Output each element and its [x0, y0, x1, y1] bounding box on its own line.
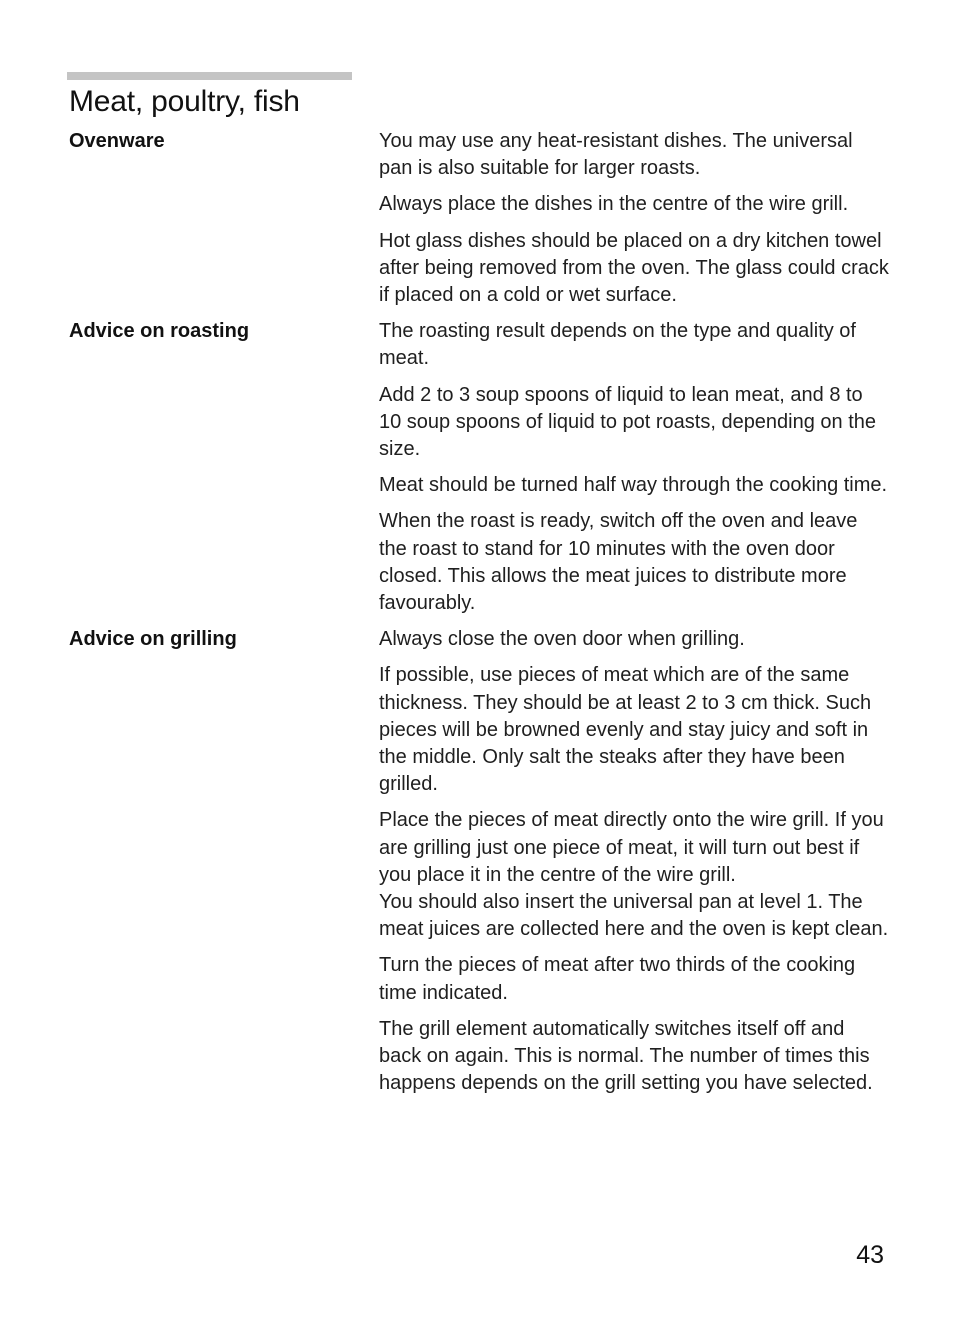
paragraph: The roasting result depends on the type and quality of meat.: [379, 320, 856, 370]
paragraph: Add 2 to 3 soup spoons of liquid to lean meat, and 8 to 10 soup spoons of liquid to pot roasts, depending on the size.: [379, 383, 877, 461]
page-number: 43: [856, 1241, 884, 1269]
section-body: [379, 128, 889, 309]
content: [69, 128, 889, 1107]
paragraph: Meat should be turned half way through the cooking time.: [379, 474, 888, 497]
paragraph: If possible, use pieces of meat which are of the same thickness. They should be at least 2 to 3 cm thick. Such pieces will be browned evenly and stay juicy and soft in the middle. Only salt the steaks after they have been grilled.: [379, 664, 872, 796]
title-rule: [67, 72, 352, 80]
paragraph: Always close the oven door when grilling.: [379, 628, 745, 651]
section-heading: Advice on grilling: [69, 628, 237, 651]
paragraph: Turn the pieces of meat after two thirds of the cooking time indicated.: [379, 954, 856, 1004]
paragraph: Hot glass dishes should be placed on a dry kitchen towel after being removed from the oven. The glass could crack if placed on a cold or wet surface.: [379, 229, 889, 307]
section-advice-on-grilling: [69, 626, 889, 1097]
section-heading: Advice on roasting: [69, 320, 250, 343]
paragraph: When the roast is ready, switch off the oven and leave the roast to stand for 10 minutes with the oven door closed. This allows the meat juices to distribute more favourably.: [379, 510, 858, 615]
section-body: [379, 626, 889, 1097]
section-advice-on-roasting: [69, 318, 889, 617]
page-title: Meat, poultry, fish: [69, 85, 300, 118]
section-heading: Ovenware: [69, 130, 165, 152]
paragraph: You may use any heat-resistant dishes. The universal pan is also suitable for larger roasts.: [379, 130, 853, 180]
paragraph: Place the pieces of meat directly onto the wire grill. If you are grilling just one piece of meat, it will turn out best if you place it in the centre of the wire grill. You should also insert the universal pan at level 1. The meat juices are collected here and the oven is kept clean.: [379, 809, 889, 941]
paragraph: The grill element automatically switches itself off and back on again. This is normal. The number of times this happens depends on the grill setting you have selected.: [379, 1017, 873, 1095]
section-body: [379, 318, 889, 617]
section-ovenware: [69, 128, 889, 309]
paragraph: Always place the dishes in the centre of the wire grill.: [379, 193, 849, 216]
